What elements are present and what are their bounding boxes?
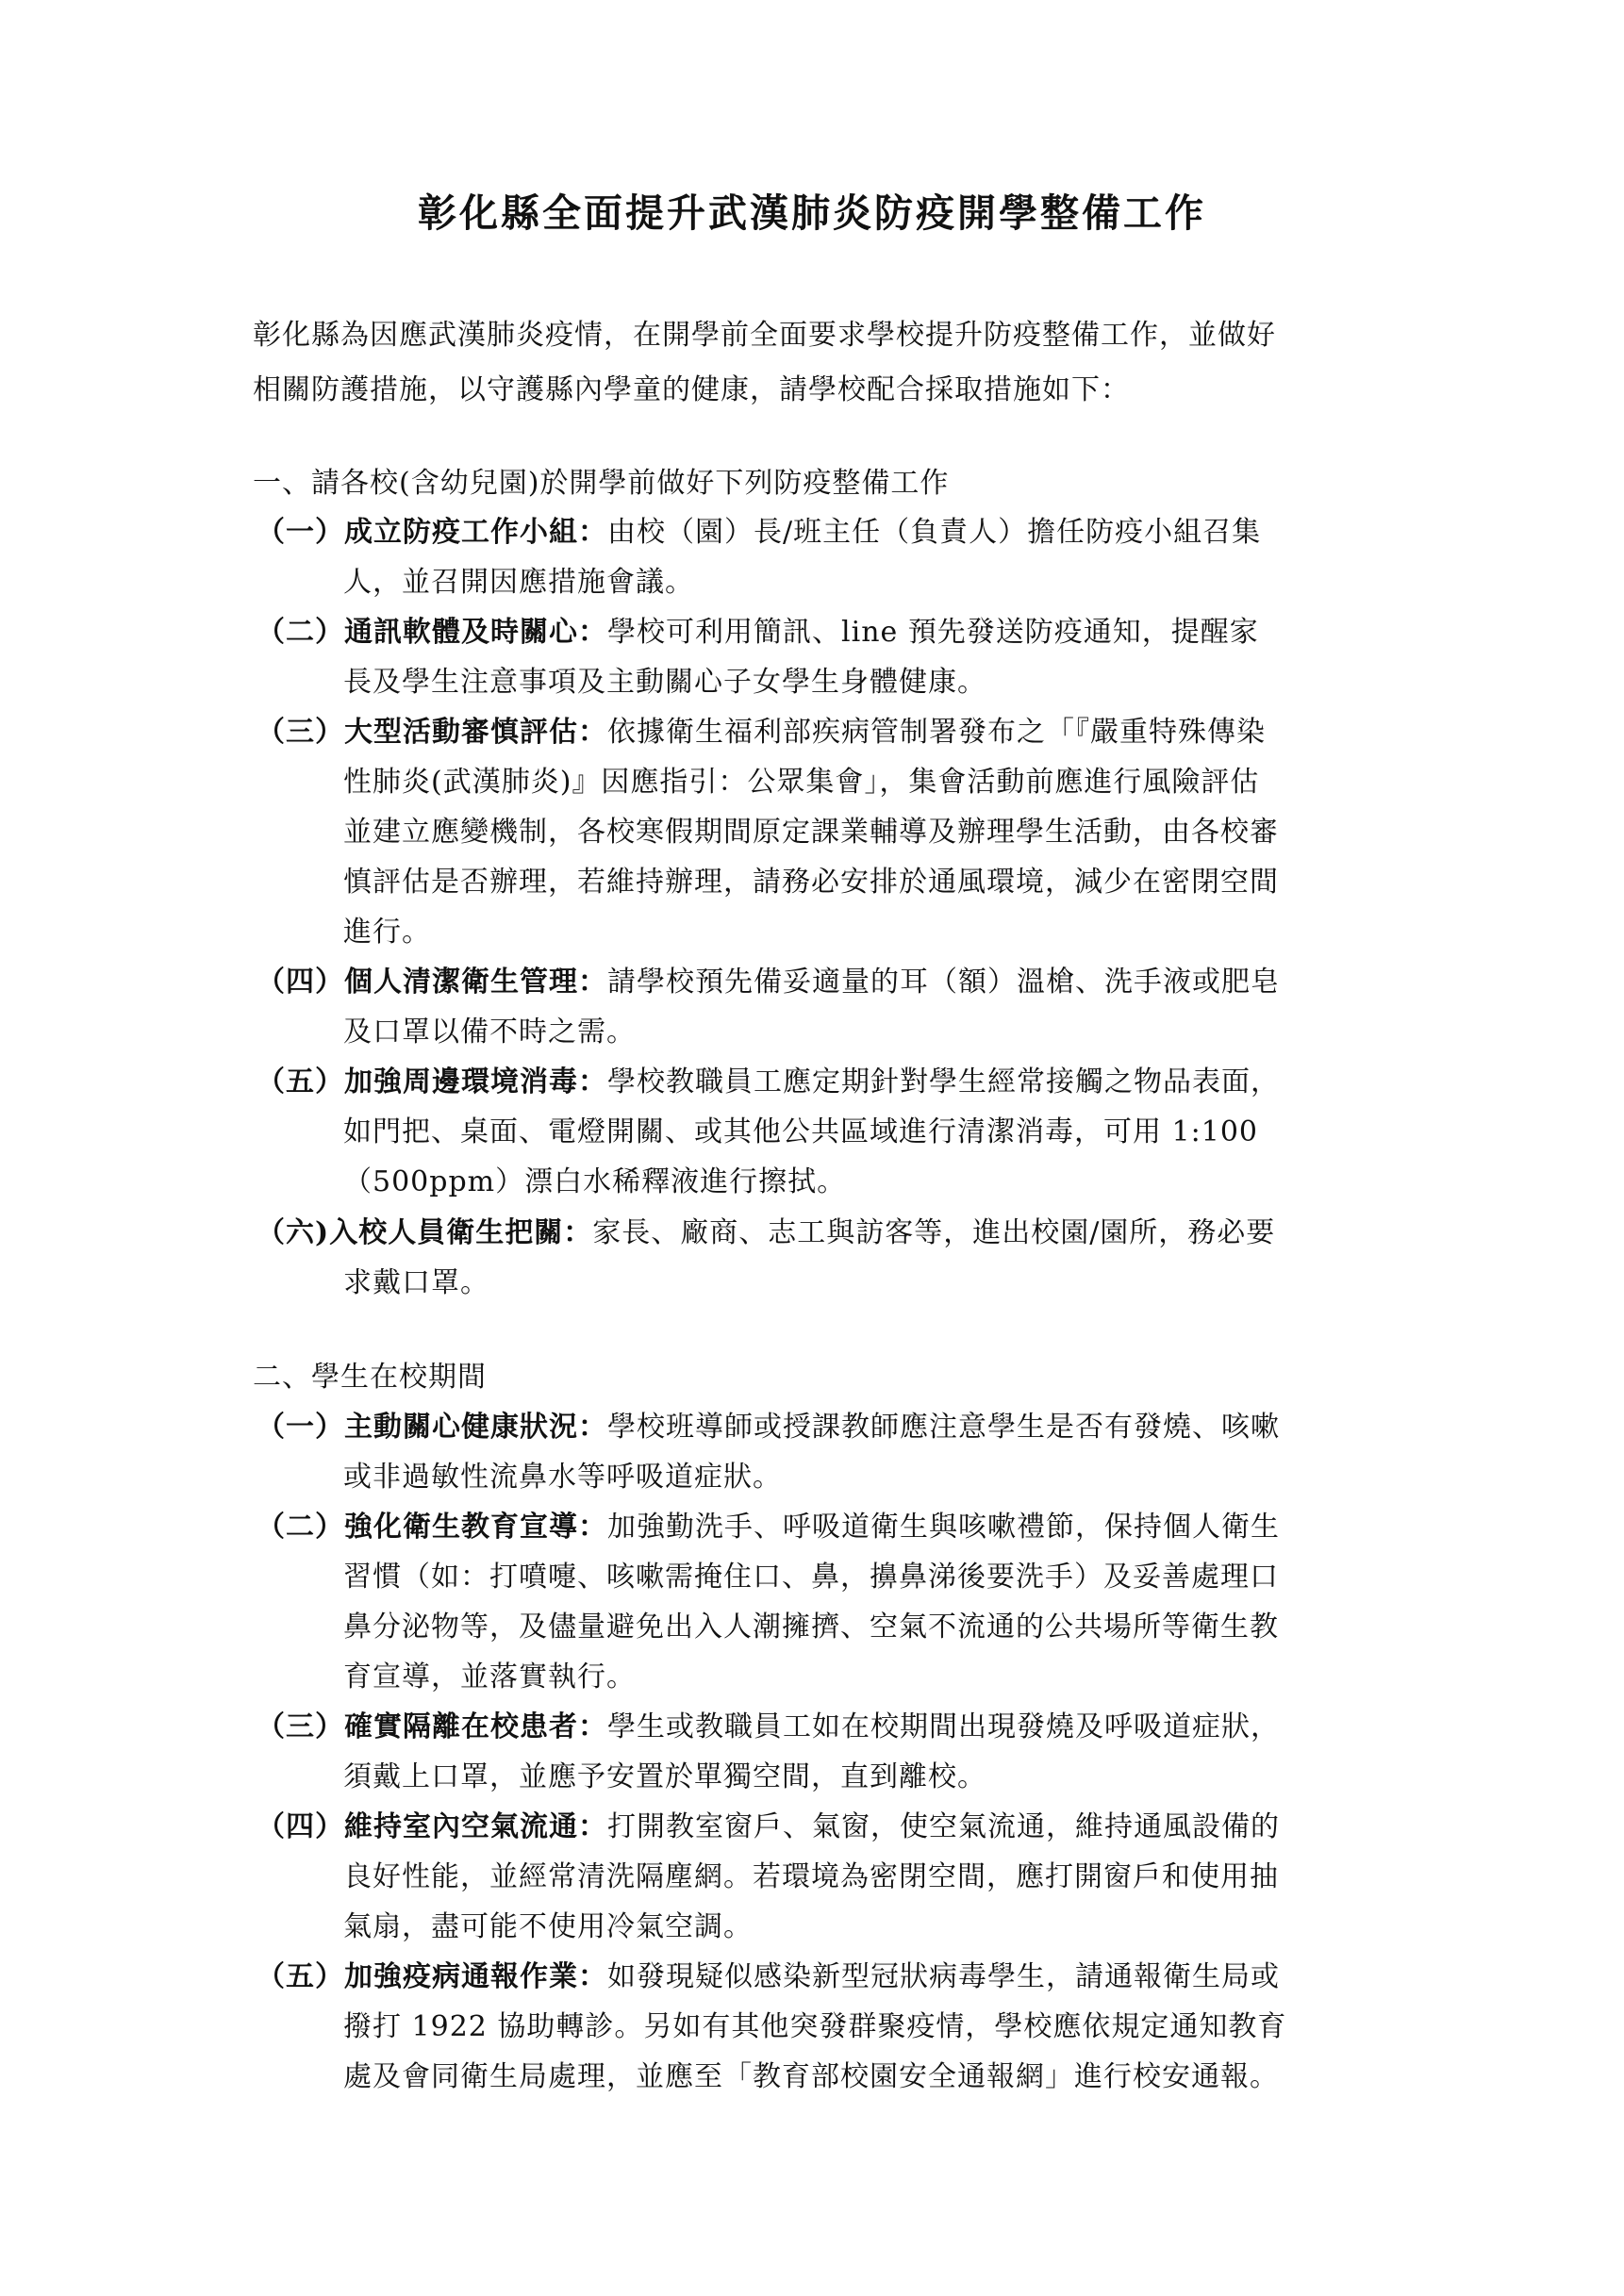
item-text: 學生或教職員工如在校期間出現發燒及呼吸道症狀， [607, 1710, 1280, 1743]
intro-line: 相關防護措施，以守護縣內學童的健康，請學校配合採取措施如下： [253, 373, 1130, 406]
list-item [257, 714, 1266, 752]
item-continuation: 或非過敏性流鼻水等呼吸道症狀。 [343, 1461, 782, 1494]
list-item [257, 1709, 1280, 1746]
item-continuation: 處及會同衛生局處理，並應至「教育部校園安全通報網」進行校安通報。 [343, 2060, 1279, 2093]
item-continuation: 育宣導，並落實執行。 [343, 1660, 636, 1693]
item-continuation: 如門把、桌面、電燈開關、或其他公共區域進行清潔消毒，可用 1:100 [343, 1115, 1258, 1148]
item-label: 強化衛生教育宣導： [344, 1511, 607, 1544]
item-label: 通訊軟體及時關心： [344, 616, 607, 649]
item-number: （五） [257, 1065, 344, 1098]
item-label: 維持室內空氣流通： [344, 1810, 607, 1843]
item-label: 主動關心健康狀況： [344, 1411, 607, 1444]
item-continuation: 習慣（如：打噴嚏、咳嗽需掩住口、鼻，擤鼻涕後要洗手）及妥善處理口 [343, 1561, 1279, 1594]
item-continuation: 求戴口罩。 [343, 1266, 489, 1299]
item-text: 由校（園）長/班主任（負責人）擔任防疫小組召集 [607, 516, 1262, 549]
item-continuation: 並建立應變機制，各校寒假期間原定課業輔導及辦理學生活動，由各校審 [343, 816, 1279, 849]
section-heading: 二、學生在校期間 [253, 1361, 487, 1394]
item-continuation: 氣扇，盡可能不使用冷氣空調。 [343, 1910, 753, 1943]
intro-line: 彰化縣為因應武漢肺炎疫情，在開學前全面要求學校提升防疫整備工作，並做好 [253, 319, 1276, 352]
item-number: （六) [257, 1216, 330, 1249]
item-number: （一） [257, 516, 344, 549]
item-number: （二） [257, 616, 344, 649]
item-continuation: 長及學生注意事項及主動關心子女學生身體健康。 [343, 666, 986, 699]
item-continuation: 良好性能，並經常清洗隔塵網。若環境為密閉空間，應打開窗戶和使用抽 [343, 1860, 1279, 1893]
item-text: 學校可利用簡訊、line 預先發送防疫通知，提醒家 [607, 616, 1259, 649]
item-text: 如發現疑似感染新型冠狀病毒學生，請通報衛生局或 [607, 1960, 1280, 1993]
item-text: 家長、廠商、志工與訪客等，進出校園/園所，務必要 [592, 1216, 1276, 1249]
item-continuation: （500ppm）漂白水稀釋液進行擦拭。 [343, 1165, 847, 1198]
item-continuation: 鼻分泌物等，及儘量避免出入人潮擁擠、空氣不流通的公共場所等衛生教 [343, 1611, 1279, 1644]
item-text: 學校班導師或授課教師應注意學生是否有發燒、咳嗽 [607, 1411, 1280, 1444]
item-number: （二） [257, 1511, 344, 1544]
item-label: 大型活動審慎評估： [344, 716, 607, 749]
item-continuation: 進行。 [343, 916, 431, 949]
item-label: 入校人員衛生把關： [329, 1216, 593, 1249]
item-continuation: 及口罩以備不時之需。 [343, 1016, 636, 1049]
item-text: 依據衛生福利部疾病管制署發布之「『嚴重特殊傳染 [607, 716, 1266, 749]
list-item [257, 1509, 1280, 1546]
item-label: 個人清潔衛生管理： [344, 966, 607, 999]
list-item [257, 1958, 1280, 1996]
item-number: （五） [257, 1960, 344, 1993]
item-number: （三） [257, 716, 344, 749]
section-heading: 一、請各校(含幼兒園)於開學前做好下列防疫整備工作 [253, 467, 950, 500]
item-continuation: 須戴上口罩，並應予安置於單獨空間，直到離校。 [343, 1760, 986, 1793]
item-number: （三） [257, 1710, 344, 1743]
item-number: （四） [257, 966, 344, 999]
list-item [257, 514, 1261, 552]
list-item [257, 1064, 1280, 1101]
item-text: 學校教職員工應定期針對學生經常接觸之物品表面， [607, 1065, 1280, 1098]
list-item [257, 1409, 1280, 1446]
item-number: （四） [257, 1810, 344, 1843]
item-label: 確實隔離在校患者： [344, 1710, 607, 1743]
item-continuation: 慎評估是否辦理，若維持辦理，請務必安排於通風環境，減少在密閉空間 [343, 866, 1279, 899]
item-label: 加強疫病通報作業： [344, 1960, 607, 1993]
list-item [257, 1809, 1280, 1846]
list-item [257, 964, 1280, 1001]
item-continuation: 撥打 1922 協助轉診。另如有其他突發群聚疫情，學校應依規定通知教育 [343, 2010, 1287, 2043]
item-text: 打開教室窗戶、氣窗，使空氣流通，維持通風設備的 [607, 1810, 1280, 1843]
item-text: 請學校預先備妥適量的耳（額）溫槍、洗手液或肥皂 [607, 966, 1280, 999]
list-item [257, 1214, 1275, 1252]
item-continuation: 人，並召開因應措施會議。 [343, 566, 694, 599]
item-label: 加強周邊環境消毒： [344, 1065, 607, 1098]
list-item [257, 614, 1259, 652]
item-text: 加強勤洗手、呼吸道衛生與咳嗽禮節，保持個人衛生 [607, 1511, 1280, 1544]
document-title: 彰化縣全面提升武漢肺炎防疫開學整備工作 [418, 190, 1206, 236]
item-number: （一） [257, 1411, 344, 1444]
item-label: 成立防疫工作小組： [344, 516, 607, 549]
item-continuation: 性肺炎(武漢肺炎)』因應指引：公眾集會」，集會活動前應進行風險評估 [343, 766, 1260, 799]
